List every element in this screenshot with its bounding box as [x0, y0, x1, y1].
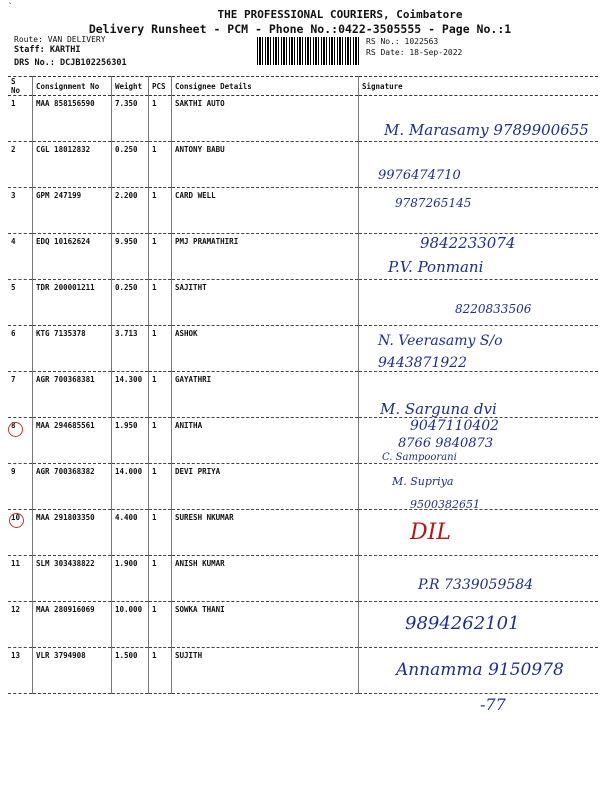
consignment-no: VLR 3794908	[33, 648, 112, 694]
handwriting-note: 8766 9840873	[398, 436, 494, 451]
consignee-name: CARD WELL	[172, 188, 359, 234]
handwriting-note: DIL	[410, 520, 451, 545]
handwriting-note: 9443871922	[378, 355, 468, 371]
pcs: 1	[149, 96, 172, 142]
consignee-name: SURESH NKUMAR	[172, 510, 359, 556]
signature-cell	[359, 188, 599, 234]
rs-number: RS No.: 1022563	[366, 37, 439, 46]
company-title: THE PROFESSIONAL COURIERS, Coimbatore	[217, 8, 463, 21]
table-header-row	[8, 77, 598, 96]
col-consignment: Consignment No	[33, 77, 112, 96]
weight: 1.900	[112, 556, 149, 602]
weight: 3.713	[112, 326, 149, 372]
runsheet-subtitle: Delivery Runsheet - PCM - Phone No.:0422-3505555 - Page No.:1	[88, 22, 512, 36]
col-consignee: Consignee Details	[172, 77, 359, 96]
col-pcs: PCS	[149, 77, 172, 96]
pcs: 1	[149, 418, 172, 464]
pcs: 1	[149, 372, 172, 418]
barcode	[257, 37, 361, 65]
table-row	[8, 142, 598, 188]
row-sno: 6	[8, 326, 33, 372]
pcs: 1	[149, 648, 172, 694]
pcs: 1	[149, 188, 172, 234]
consignment-no: TDR 200001211	[33, 280, 112, 326]
consignment-no: CGL 18012832	[33, 142, 112, 188]
weight: 14.000	[112, 464, 149, 510]
row-sno: 7	[8, 372, 33, 418]
pcs: 1	[149, 280, 172, 326]
rs-date: RS Date: 18-Sep-2022	[366, 48, 463, 57]
consignee-name: SOWKA THANI	[172, 602, 359, 648]
table-row	[8, 418, 598, 464]
weight: 1.500	[112, 648, 149, 694]
handwriting-note: P.V. Ponmani	[388, 258, 484, 276]
consignee-name: ANTONY BABU	[172, 142, 359, 188]
table-row	[8, 510, 598, 556]
table-row	[8, 372, 598, 418]
weight: 2.200	[112, 188, 149, 234]
handwriting-note: -77	[480, 695, 506, 714]
consignee-name: ANITHA	[172, 418, 359, 464]
row-sno: 5	[8, 280, 33, 326]
consignee-name: DEVI PRIYA	[172, 464, 359, 510]
circle-mark	[9, 513, 24, 528]
pcs: 1	[149, 556, 172, 602]
handwriting-note: 9787265145	[395, 196, 472, 210]
drs-number: DRS No.: DCJB102256301	[14, 58, 127, 68]
handwriting-note: M. Marasamy 9789900655	[384, 121, 589, 139]
pcs: 1	[149, 326, 172, 372]
route-label: Route: VAN DELIVERY	[14, 35, 106, 44]
weight: 0.250	[112, 280, 149, 326]
consignment-no: MAA 858156590	[33, 96, 112, 142]
consignment-no: KTG 7135378	[33, 326, 112, 372]
consignee-name: GAYATHRI	[172, 372, 359, 418]
pcs: 1	[149, 234, 172, 280]
handwriting-note: P.R 7339059584	[418, 577, 534, 593]
row-sno: 2	[8, 142, 33, 188]
consignment-no: MAA 291803350	[33, 510, 112, 556]
row-sno: 3	[8, 188, 33, 234]
corner-mark: `	[8, 2, 13, 11]
weight: 4.400	[112, 510, 149, 556]
weight: 1.950	[112, 418, 149, 464]
consignee-name: SAKTHI AUTO	[172, 96, 359, 142]
circle-mark	[8, 422, 23, 437]
pcs: 1	[149, 510, 172, 556]
col-weight: Weight	[112, 77, 149, 96]
row-sno: 9	[8, 464, 33, 510]
staff-label: Staff: KARTHI	[14, 45, 81, 55]
signature-cell	[359, 510, 599, 556]
consignment-no: SLM 303438822	[33, 556, 112, 602]
handwriting-note: 9894262101	[405, 613, 520, 634]
row-sno: 12	[8, 602, 33, 648]
consignee-name: ASHOK	[172, 326, 359, 372]
handwriting-note: 9500382651	[410, 498, 480, 511]
consignment-no: MAA 280916069	[33, 602, 112, 648]
consignee-name: SAJITHT	[172, 280, 359, 326]
weight: 14.300	[112, 372, 149, 418]
handwriting-note: M. Supriya	[392, 475, 454, 488]
handwriting-note: 8220833506	[455, 302, 532, 316]
weight: 10.000	[112, 602, 149, 648]
consignee-name: SUJITH	[172, 648, 359, 694]
pcs: 1	[149, 142, 172, 188]
row-sno: 10	[8, 510, 33, 556]
col-sno: S No	[8, 77, 33, 96]
table-row	[8, 188, 598, 234]
row-sno: 4	[8, 234, 33, 280]
consignment-no: AGR 700368382	[33, 464, 112, 510]
handwriting-note: 9047110402	[410, 418, 500, 434]
handwriting-note: 9842233074	[420, 234, 516, 252]
row-sno: 11	[8, 556, 33, 602]
handwriting-note: 9976474710	[378, 168, 461, 183]
handwriting-note: N. Veerasamy S/o	[378, 333, 503, 349]
handwriting-note: C. Sampoorani	[382, 452, 457, 463]
pcs: 1	[149, 464, 172, 510]
handwriting-note: Annamma 9150978	[396, 660, 564, 680]
runsheet-table	[8, 76, 598, 694]
weight: 7.350	[112, 96, 149, 142]
consignment-no: GPM 247199	[33, 188, 112, 234]
consignee-name: ANISH KUMAR	[172, 556, 359, 602]
consignment-no: AGR 700368381	[33, 372, 112, 418]
pcs: 1	[149, 602, 172, 648]
consignee-name: PMJ PRAMATHIRI	[172, 234, 359, 280]
consignment-no: EDQ 10162624	[33, 234, 112, 280]
weight: 9.950	[112, 234, 149, 280]
col-signature: Signature	[359, 77, 599, 96]
row-sno: 8	[8, 418, 33, 464]
table-row	[8, 464, 598, 510]
handwriting-note: M. Sarguna dvi	[380, 400, 497, 418]
table-row	[8, 326, 598, 372]
weight: 0.250	[112, 142, 149, 188]
row-sno: 1	[8, 96, 33, 142]
row-sno: 13	[8, 648, 33, 694]
consignment-no: MAA 294685561	[33, 418, 112, 464]
